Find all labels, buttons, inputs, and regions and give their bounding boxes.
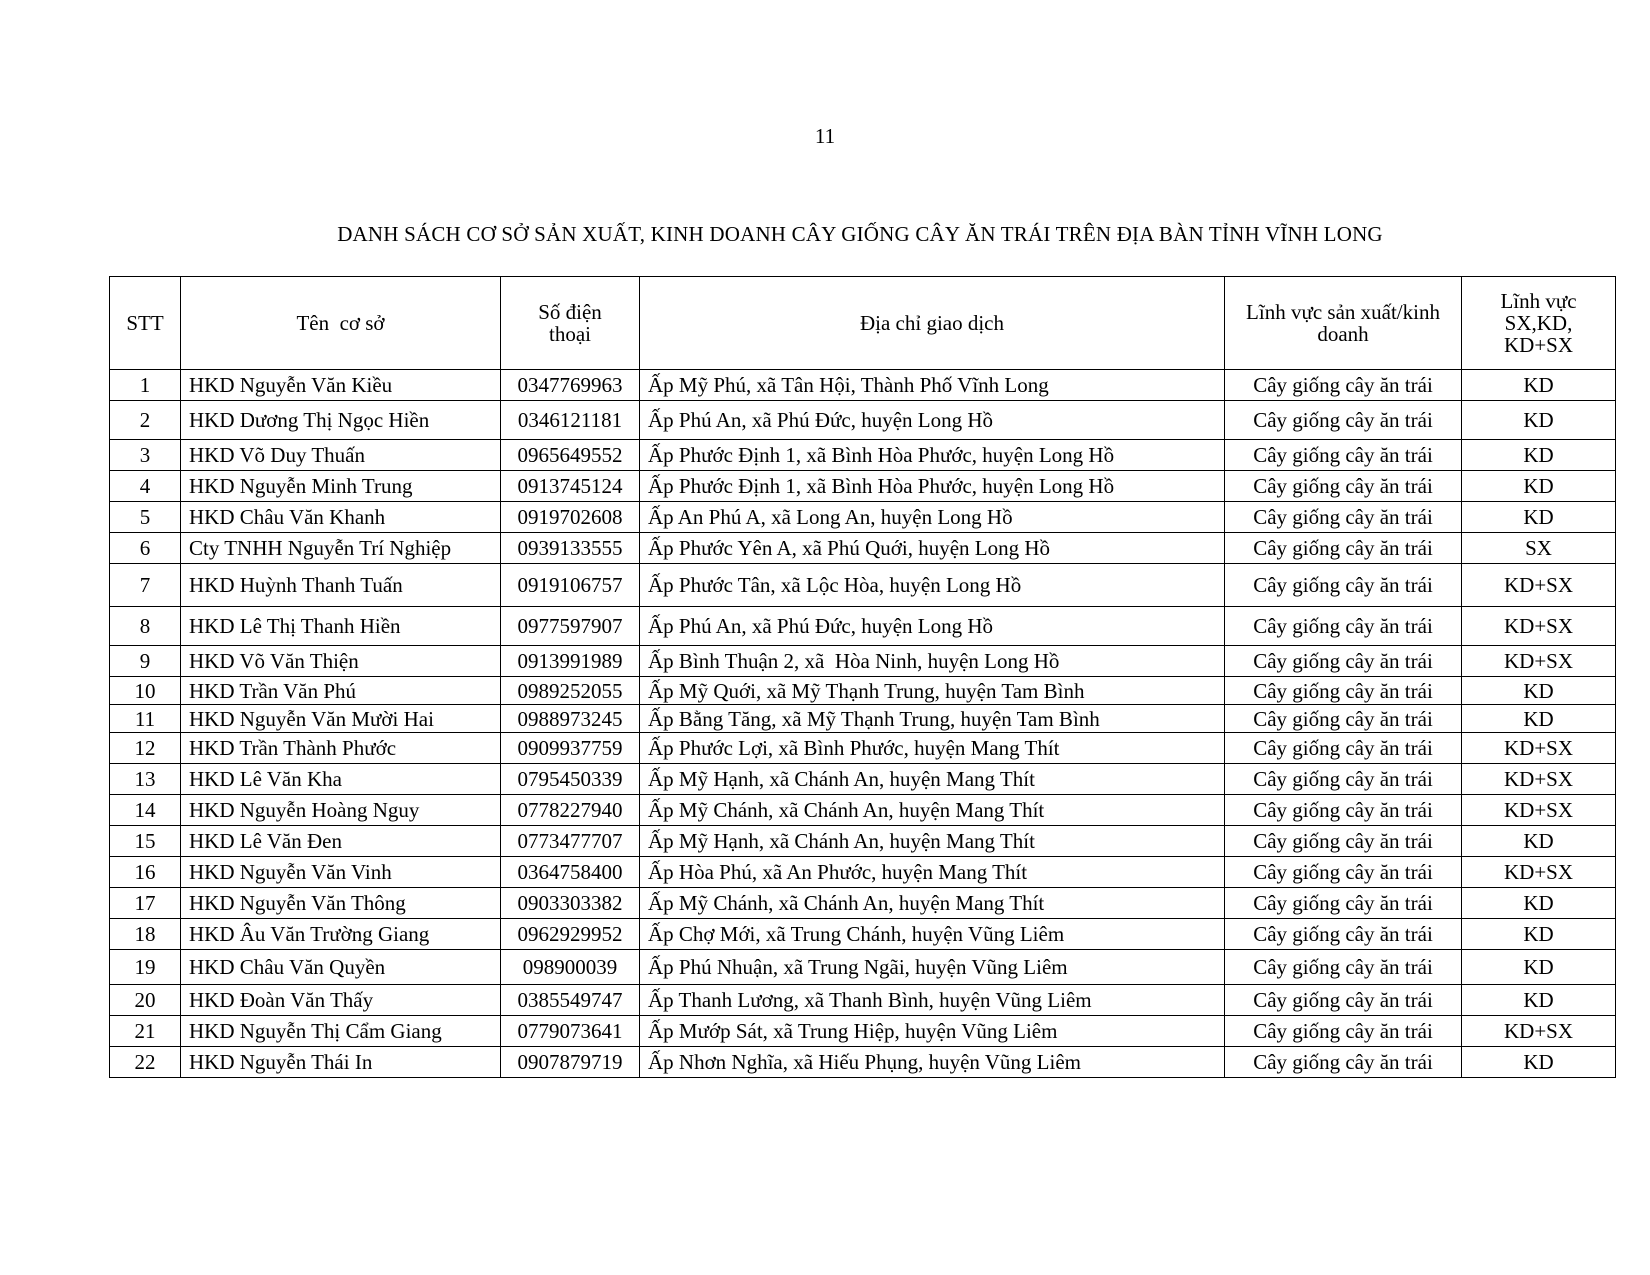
cell-address: Ấp Mỹ Hạnh, xã Chánh An, huyện Mang Thít (640, 764, 1225, 795)
cell-type: KD (1462, 440, 1616, 471)
cell-address: Ấp Bằng Tăng, xã Mỹ Thạnh Trung, huyện Tam Bình (640, 705, 1225, 733)
cell-stt: 5 (110, 502, 181, 533)
cell-address: Ấp Hòa Phú, xã An Phước, huyện Mang Thít (640, 857, 1225, 888)
facility-table (109, 276, 1616, 1078)
cell-type: KD+SX (1462, 764, 1616, 795)
cell-type: KD (1462, 888, 1616, 919)
cell-type: KD+SX (1462, 607, 1616, 646)
cell-phone: 0778227940 (501, 795, 640, 826)
cell-field: Cây giống cây ăn trái (1225, 826, 1462, 857)
table-row (110, 370, 1616, 401)
cell-field: Cây giống cây ăn trái (1225, 564, 1462, 607)
cell-phone: 0939133555 (501, 533, 640, 564)
cell-stt: 13 (110, 764, 181, 795)
table-row (110, 919, 1616, 950)
table-row (110, 705, 1616, 733)
cell-phone: 0779073641 (501, 1016, 640, 1047)
header-type: Lĩnh vực SX,KD, KD+SX (1462, 277, 1616, 370)
cell-phone: 0989252055 (501, 677, 640, 705)
cell-type: KD (1462, 677, 1616, 705)
cell-stt: 11 (110, 705, 181, 733)
cell-name: HKD Huỳnh Thanh Tuấn (181, 564, 501, 607)
cell-type: KD (1462, 705, 1616, 733)
cell-type: KD (1462, 950, 1616, 985)
cell-field: Cây giống cây ăn trái (1225, 1047, 1462, 1078)
cell-address: Ấp Mỹ Hạnh, xã Chánh An, huyện Mang Thít (640, 826, 1225, 857)
cell-name: HKD Nguyễn Văn Vinh (181, 857, 501, 888)
table-row (110, 826, 1616, 857)
cell-address: Ấp Phú An, xã Phú Đức, huyện Long Hồ (640, 607, 1225, 646)
cell-phone: 0988973245 (501, 705, 640, 733)
cell-name: HKD Dương Thị Ngọc Hiền (181, 401, 501, 440)
cell-type: KD+SX (1462, 1016, 1616, 1047)
table-row (110, 646, 1616, 677)
cell-name: HKD Châu Văn Khanh (181, 502, 501, 533)
cell-name: HKD Lê Văn Đen (181, 826, 501, 857)
table-row (110, 733, 1616, 764)
cell-address: Ấp Thanh Lương, xã Thanh Bình, huyện Vũng Liêm (640, 985, 1225, 1016)
cell-type: KD+SX (1462, 857, 1616, 888)
cell-field: Cây giống cây ăn trái (1225, 733, 1462, 764)
cell-name: HKD Lê Văn Kha (181, 764, 501, 795)
cell-type: KD+SX (1462, 733, 1616, 764)
cell-type: KD (1462, 471, 1616, 502)
cell-phone: 0346121181 (501, 401, 640, 440)
cell-stt: 9 (110, 646, 181, 677)
cell-address: Ấp Mỹ Quới, xã Mỹ Thạnh Trung, huyện Tam Bình (640, 677, 1225, 705)
cell-stt: 18 (110, 919, 181, 950)
cell-field: Cây giống cây ăn trái (1225, 677, 1462, 705)
cell-name: HKD Nguyễn Thái In (181, 1047, 501, 1078)
cell-stt: 2 (110, 401, 181, 440)
cell-type: KD (1462, 985, 1616, 1016)
cell-type: KD+SX (1462, 795, 1616, 826)
header-phone: Số điện thoại (501, 277, 640, 370)
cell-type: KD+SX (1462, 646, 1616, 677)
cell-field: Cây giống cây ăn trái (1225, 533, 1462, 564)
cell-stt: 21 (110, 1016, 181, 1047)
cell-phone: 0909937759 (501, 733, 640, 764)
cell-type: KD (1462, 502, 1616, 533)
table-row (110, 1047, 1616, 1078)
document-title: DANH SÁCH CƠ SỞ SẢN XUẤT, KINH DOANH CÂY GIỐNG CÂY ĂN TRÁI TRÊN ĐỊA BÀN TỈNH VĨNH LONG (337, 222, 1383, 246)
cell-phone: 0903303382 (501, 888, 640, 919)
cell-field: Cây giống cây ăn trái (1225, 440, 1462, 471)
table-row (110, 857, 1616, 888)
table-row (110, 985, 1616, 1016)
cell-name: HKD Nguyễn Văn Thông (181, 888, 501, 919)
cell-stt: 1 (110, 370, 181, 401)
cell-stt: 7 (110, 564, 181, 607)
cell-name: HKD Trần Văn Phú (181, 677, 501, 705)
cell-field: Cây giống cây ăn trái (1225, 607, 1462, 646)
page-number: 11 (814, 124, 836, 148)
cell-stt: 16 (110, 857, 181, 888)
cell-phone: 0773477707 (501, 826, 640, 857)
header-address: Địa chỉ giao dịch (640, 277, 1225, 370)
header-name: Tên cơ sở (181, 277, 501, 370)
cell-stt: 19 (110, 950, 181, 985)
cell-phone: 0385549747 (501, 985, 640, 1016)
cell-address: Ấp Mỹ Chánh, xã Chánh An, huyện Mang Thít (640, 888, 1225, 919)
cell-type: KD (1462, 370, 1616, 401)
cell-stt: 20 (110, 985, 181, 1016)
cell-name: HKD Châu Văn Quyền (181, 950, 501, 985)
table-row (110, 533, 1616, 564)
table-row (110, 502, 1616, 533)
table-row (110, 440, 1616, 471)
cell-address: Ấp Phước Tân, xã Lộc Hòa, huyện Long Hồ (640, 564, 1225, 607)
cell-phone: 0795450339 (501, 764, 640, 795)
cell-stt: 6 (110, 533, 181, 564)
cell-address: Ấp Phước Lợi, xã Bình Phước, huyện Mang Thít (640, 733, 1225, 764)
cell-stt: 12 (110, 733, 181, 764)
cell-field: Cây giống cây ăn trái (1225, 646, 1462, 677)
cell-phone: 0913745124 (501, 471, 640, 502)
cell-stt: 22 (110, 1047, 181, 1078)
cell-stt: 14 (110, 795, 181, 826)
cell-field: Cây giống cây ăn trái (1225, 705, 1462, 733)
cell-address: Ấp Nhơn Nghĩa, xã Hiếu Phụng, huyện Vũng Liêm (640, 1047, 1225, 1078)
cell-name: HKD Võ Văn Thiện (181, 646, 501, 677)
cell-field: Cây giống cây ăn trái (1225, 985, 1462, 1016)
cell-name: HKD Đoàn Văn Thấy (181, 985, 501, 1016)
cell-address: Ấp Mỹ Phú, xã Tân Hội, Thành Phố Vĩnh Long (640, 370, 1225, 401)
cell-name: HKD Trần Thành Phước (181, 733, 501, 764)
header-stt: STT (110, 277, 181, 370)
table-row (110, 950, 1616, 985)
cell-phone: 0962929952 (501, 919, 640, 950)
cell-field: Cây giống cây ăn trái (1225, 888, 1462, 919)
cell-address: Ấp Mỹ Chánh, xã Chánh An, huyện Mang Thít (640, 795, 1225, 826)
cell-field: Cây giống cây ăn trái (1225, 795, 1462, 826)
cell-address: Ấp Chợ Mới, xã Trung Chánh, huyện Vũng Liêm (640, 919, 1225, 950)
cell-stt: 3 (110, 440, 181, 471)
header-field: Lĩnh vực sản xuất/kinh doanh (1225, 277, 1462, 370)
cell-field: Cây giống cây ăn trái (1225, 471, 1462, 502)
cell-address: Ấp Bình Thuận 2, xã Hòa Ninh, huyện Long Hồ (640, 646, 1225, 677)
cell-name: HKD Âu Văn Trường Giang (181, 919, 501, 950)
cell-phone: 0913991989 (501, 646, 640, 677)
cell-address: Ấp Mướp Sát, xã Trung Hiệp, huyện Vũng Liêm (640, 1016, 1225, 1047)
cell-field: Cây giống cây ăn trái (1225, 950, 1462, 985)
cell-address: Ấp Phước Định 1, xã Bình Hòa Phước, huyện Long Hồ (640, 440, 1225, 471)
cell-phone: 0364758400 (501, 857, 640, 888)
cell-field: Cây giống cây ăn trái (1225, 502, 1462, 533)
cell-type: KD (1462, 919, 1616, 950)
cell-address: Ấp Phú Nhuận, xã Trung Ngãi, huyện Vũng Liêm (640, 950, 1225, 985)
table-row (110, 564, 1616, 607)
cell-name: HKD Võ Duy Thuấn (181, 440, 501, 471)
cell-field: Cây giống cây ăn trái (1225, 1016, 1462, 1047)
table-header-row (110, 277, 1616, 370)
cell-stt: 15 (110, 826, 181, 857)
cell-field: Cây giống cây ăn trái (1225, 401, 1462, 440)
cell-address: Ấp Phú An, xã Phú Đức, huyện Long Hồ (640, 401, 1225, 440)
cell-stt: 10 (110, 677, 181, 705)
cell-phone: 0919106757 (501, 564, 640, 607)
cell-name: Cty TNHH Nguyễn Trí Nghiệp (181, 533, 501, 564)
cell-field: Cây giống cây ăn trái (1225, 857, 1462, 888)
cell-stt: 4 (110, 471, 181, 502)
cell-type: KD (1462, 1047, 1616, 1078)
cell-type: KD+SX (1462, 564, 1616, 607)
cell-address: Ấp Phước Định 1, xã Bình Hòa Phước, huyện Long Hồ (640, 471, 1225, 502)
cell-type: KD (1462, 826, 1616, 857)
cell-phone: 0907879719 (501, 1047, 640, 1078)
cell-name: HKD Nguyễn Hoàng Nguy (181, 795, 501, 826)
cell-name: HKD Lê Thị Thanh Hiền (181, 607, 501, 646)
cell-phone: 0919702608 (501, 502, 640, 533)
cell-name: HKD Nguyễn Minh Trung (181, 471, 501, 502)
table-row (110, 607, 1616, 646)
table-row (110, 677, 1616, 705)
table-row (110, 401, 1616, 440)
cell-phone: 0965649552 (501, 440, 640, 471)
cell-phone: 0347769963 (501, 370, 640, 401)
cell-field: Cây giống cây ăn trái (1225, 919, 1462, 950)
cell-name: HKD Nguyễn Thị Cẩm Giang (181, 1016, 501, 1047)
cell-name: HKD Nguyễn Văn Mười Hai (181, 705, 501, 733)
cell-stt: 17 (110, 888, 181, 919)
cell-type: KD (1462, 401, 1616, 440)
cell-name: HKD Nguyễn Văn Kiều (181, 370, 501, 401)
table-row (110, 471, 1616, 502)
cell-field: Cây giống cây ăn trái (1225, 370, 1462, 401)
cell-phone: 098900039 (501, 950, 640, 985)
cell-address: Ấp An Phú A, xã Long An, huyện Long Hồ (640, 502, 1225, 533)
cell-phone: 0977597907 (501, 607, 640, 646)
cell-field: Cây giống cây ăn trái (1225, 764, 1462, 795)
table-row (110, 888, 1616, 919)
cell-type: SX (1462, 533, 1616, 564)
table-row (110, 764, 1616, 795)
table-row (110, 1016, 1616, 1047)
cell-stt: 8 (110, 607, 181, 646)
table-row (110, 795, 1616, 826)
cell-address: Ấp Phước Yên A, xã Phú Quới, huyện Long Hồ (640, 533, 1225, 564)
